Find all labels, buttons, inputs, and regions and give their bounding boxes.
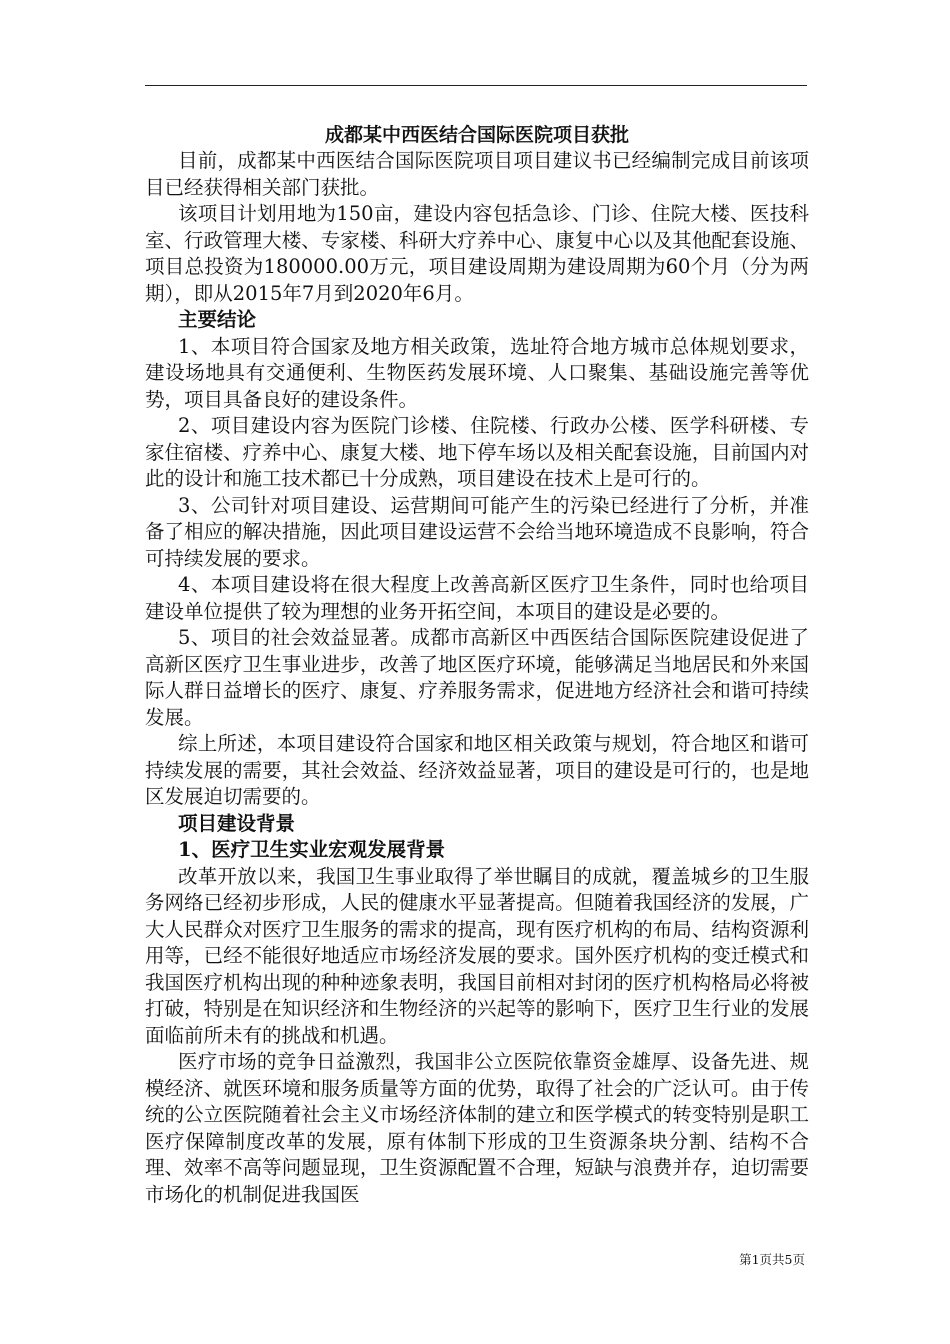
body-paragraph: 3、公司针对项目建设、运营期间可能产生的污染已经进行了分析，并准备了相应的解决措施，因此项目建设运营不会给当地环境造成不良影响，符合可持续发展的要求。 xyxy=(145,493,809,570)
section-heading: 项目建设背景 xyxy=(178,811,296,835)
body-paragraph: 1、本项目符合国家及地方相关政策，选址符合地方城市总体规划要求，建设场地具有交通便利、生物医药发展环境、人口聚集、基础设施完善等优势，项目具备良好的建设条件。 xyxy=(145,334,809,411)
body-paragraph: 目前，成都某中西医结合国际医院项目项目建议书已经编制完成目前该项目已经获得相关部门获批。 xyxy=(145,149,809,199)
body-paragraph: 5、项目的社会效益显著。成都市高新区中西医结合国际医院建设促进了高新区医疗卫生事业进步，改善了地区医疗环境，能够满足当地居民和外来国际人群日益增长的医疗、康复、疗养服务需求，促进地方经济社会和谐可持续发展。 xyxy=(145,626,809,729)
page-number: 第1页共5页 xyxy=(739,1252,805,1267)
section-heading: 主要结论 xyxy=(178,308,257,331)
body-paragraph: 4、本项目建设将在很大程度上改善高新区医疗卫生条件，同时也给项目建设单位提供了较为理想的业务开拓空间，本项目的建设是必要的。 xyxy=(145,573,809,623)
paragraph-list xyxy=(145,148,809,1208)
body-paragraph: 该项目计划用地为150亩，建设内容包括急诊、门诊、住院大楼、医技科室、行政管理大楼、专家楼、科研大疗养中心、康复中心以及其他配套设施、项目总投资为180000.00万元，项目建设周期为建设周期为60个月（分为两期），即从2015年7月到2020年6月。 xyxy=(145,202,809,305)
body-paragraph: 医疗市场的竞争日益激烈，我国非公立医院依靠资金雄厚、设备先进、规模经济、就医环境和服务质量等方面的优势，取得了社会的广泛认可。由于传统的公立医院随着社会主义市场经济体制的建立和医学模式的转变特别是职工医疗保障制度改革的发展，原有体制下形成的卫生资源条块分割、结构不合理、效率不高等问题显现，卫生资源配置不合理，短缺与浪费并存，迫切需要市场化的机制促进我国医 xyxy=(145,1050,809,1206)
header-rule xyxy=(145,85,807,86)
document-title: 成都某中西医结合国际医院项目获批 xyxy=(324,124,629,146)
body-paragraph: 改革开放以来，我国卫生事业取得了举世瞩目的成就，覆盖城乡的卫生服务网络已经初步形成，人民的健康水平显著提高。但随着我国经济的发展，广大人民群众对医疗卫生服务的需求的提高，现有医疗机构的布局、结构资源利用等，已经不能很好地适应市场经济发展的要求。国外医疗机构的变迁模式和我国医疗机构出现的种种迹象表明，我国目前相对封闭的医疗机构格局必将被打破，特别是在知识经济和生物经济的兴起等的影响下，医疗卫生行业的发展面临前所未有的挑战和机遇。 xyxy=(145,864,809,1047)
body-paragraph: 2、项目建设内容为医院门诊楼、住院楼、行政办公楼、医学科研楼、专家住宿楼、疗养中心、康复大楼、地下停车场以及相关配套设施，目前国内对此的设计和施工技术都已十分成熟，项目建设在技术上是可行的。 xyxy=(145,414,809,490)
document-body xyxy=(145,122,809,1208)
section-heading: 1、医疗卫生实业宏观发展背景 xyxy=(178,838,446,861)
body-paragraph: 综上所述，本项目建设符合国家和地区相关政策与规划，符合地区和谐可持续发展的需要，其社会效益、经济效益显著，项目的建设是可行的，也是地区发展迫切需要的。 xyxy=(145,732,809,808)
